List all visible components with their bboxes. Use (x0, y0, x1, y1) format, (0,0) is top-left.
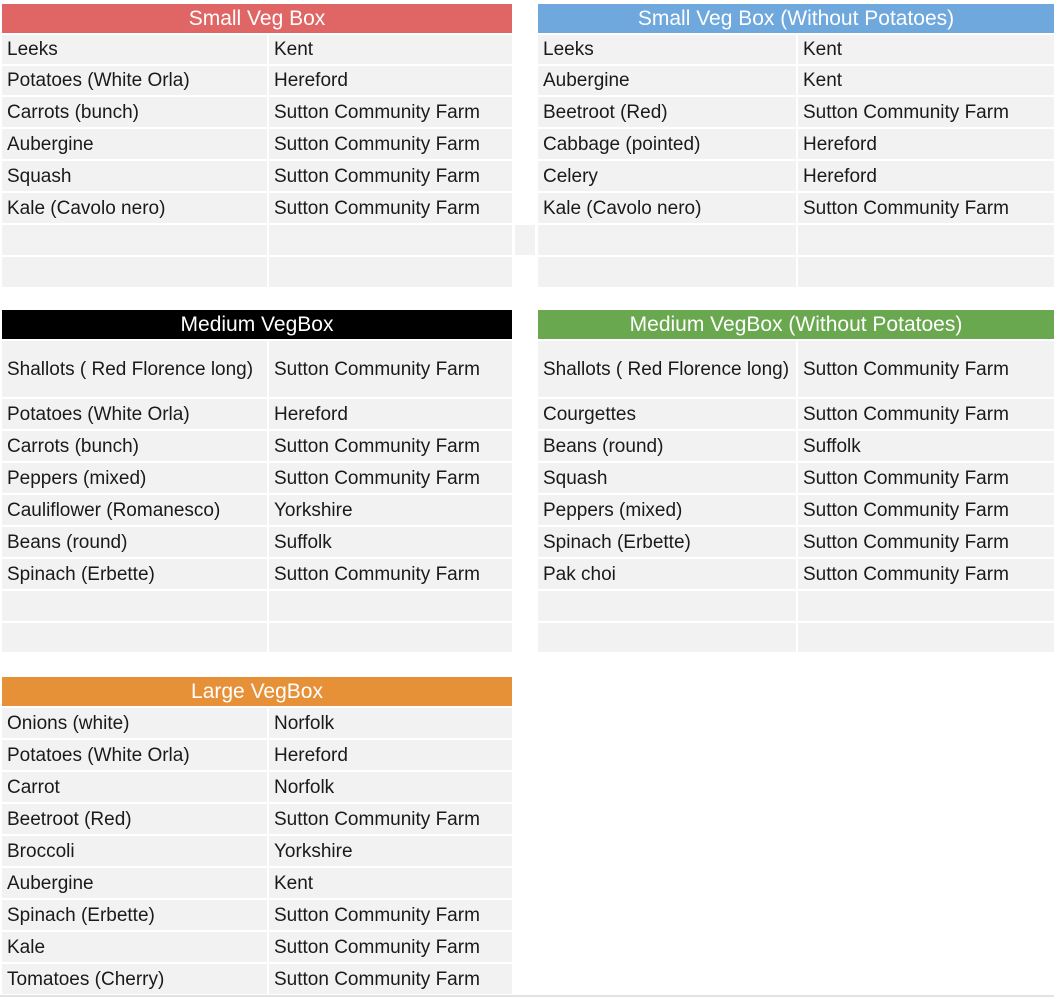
vegetable-cell: Squash (538, 463, 796, 493)
origin-cell: Hereford (269, 66, 512, 95)
vegetable-cell: Aubergine (538, 66, 796, 95)
origin-cell (798, 623, 1054, 652)
origin-cell: Hereford (269, 399, 512, 429)
vegetable-cell (538, 591, 796, 621)
table-row (2, 97, 512, 127)
origin-cell: Sutton Community Farm (269, 932, 512, 962)
vegetable-cell: Potatoes (White Orla) (2, 66, 267, 95)
vegetable-cell: Peppers (mixed) (2, 463, 267, 493)
table-row (538, 591, 1054, 621)
vegetable-cell: Onions (white) (2, 708, 267, 738)
origin-cell: Sutton Community Farm (269, 559, 512, 589)
origin-cell: Sutton Community Farm (269, 97, 512, 127)
vegetable-cell: Spinach (Erbette) (2, 559, 267, 589)
origin-cell: Sutton Community Farm (269, 193, 512, 223)
vegetable-cell: Squash (2, 161, 267, 191)
vegetable-cell: Carrots (bunch) (2, 431, 267, 461)
vegetable-cell: Kale (2, 932, 267, 962)
table-row (2, 257, 512, 287)
small-veg-box-without-potatoes-title: Small Veg Box (Without Potatoes) (538, 4, 1054, 33)
table-row (2, 527, 512, 557)
origin-cell (269, 623, 512, 652)
table-row (538, 129, 1054, 159)
table-row (2, 193, 512, 223)
table-row (538, 66, 1054, 95)
medium-vegbox-without-potatoes-title: Medium VegBox (Without Potatoes) (538, 310, 1054, 339)
vegetable-cell (2, 591, 267, 621)
spacer-cell (515, 225, 535, 255)
vegetable-cell (538, 225, 796, 255)
table-row (2, 591, 512, 621)
table-row (2, 495, 512, 525)
origin-cell: Sutton Community Farm (798, 193, 1054, 223)
vegetable-cell: Potatoes (White Orla) (2, 740, 267, 770)
vegetable-cell: Beans (round) (2, 527, 267, 557)
table-row (2, 399, 512, 429)
vegetable-cell: Leeks (538, 35, 796, 64)
vegetable-cell (538, 257, 796, 287)
vegetable-cell: Spinach (Erbette) (2, 900, 267, 930)
table-row (538, 193, 1054, 223)
table-row (538, 463, 1054, 493)
vegetable-cell (2, 623, 267, 652)
origin-cell: Sutton Community Farm (269, 129, 512, 159)
medium-vegbox-title: Medium VegBox (2, 310, 512, 339)
origin-cell (798, 591, 1054, 621)
table-row (538, 623, 1054, 652)
table-row (2, 66, 512, 95)
origin-cell: Sutton Community Farm (798, 97, 1054, 127)
origin-cell: Sutton Community Farm (798, 495, 1054, 525)
origin-cell: Norfolk (269, 708, 512, 738)
large-vegbox-title: Large VegBox (2, 677, 512, 706)
table-row (538, 257, 1054, 287)
vegetable-cell: Aubergine (2, 129, 267, 159)
small-veg-box-title: Small Veg Box (2, 4, 512, 33)
large-vegbox-table (2, 677, 512, 994)
table-row (2, 708, 512, 738)
vegetable-cell: Shallots ( Red Florence long) (538, 341, 796, 397)
vegetable-cell: Celery (538, 161, 796, 191)
table-row (538, 527, 1054, 557)
origin-cell: Sutton Community Farm (798, 341, 1054, 397)
origin-cell: Sutton Community Farm (269, 964, 512, 994)
vegetable-cell: Courgettes (538, 399, 796, 429)
table-row (538, 559, 1054, 589)
origin-cell: Sutton Community Farm (269, 900, 512, 930)
vegetable-cell: Shallots ( Red Florence long) (2, 341, 267, 397)
origin-cell: Sutton Community Farm (269, 431, 512, 461)
origin-cell: Sutton Community Farm (269, 463, 512, 493)
origin-cell: Suffolk (798, 431, 1054, 461)
table-row (2, 161, 512, 191)
origin-cell: Hereford (798, 129, 1054, 159)
table-row (538, 97, 1054, 127)
origin-cell (269, 225, 512, 255)
table-row (2, 900, 512, 930)
vegetable-cell (538, 623, 796, 652)
vegetable-cell: Broccoli (2, 836, 267, 866)
vegetable-cell: Carrots (bunch) (2, 97, 267, 127)
table-row (2, 623, 512, 652)
origin-cell: Suffolk (269, 527, 512, 557)
origin-cell: Sutton Community Farm (269, 804, 512, 834)
vegetable-cell: Aubergine (2, 868, 267, 898)
vegetable-cell: Spinach (Erbette) (538, 527, 796, 557)
origin-cell: Hereford (798, 161, 1054, 191)
table-row (2, 431, 512, 461)
vegetable-cell: Cabbage (pointed) (538, 129, 796, 159)
bottom-divider (0, 995, 1054, 997)
table-row (2, 35, 512, 64)
table-row (2, 740, 512, 770)
small-veg-box-table (2, 4, 512, 287)
table-row (2, 804, 512, 834)
origin-cell: Sutton Community Farm (269, 161, 512, 191)
table-row (538, 431, 1054, 461)
vegetable-cell: Tomatoes (Cherry) (2, 964, 267, 994)
vegetable-cell: Carrot (2, 772, 267, 802)
table-row (2, 836, 512, 866)
origin-cell (269, 257, 512, 287)
table-row (2, 341, 512, 397)
origin-cell: Norfolk (269, 772, 512, 802)
table-row (2, 129, 512, 159)
origin-cell: Sutton Community Farm (798, 399, 1054, 429)
small-veg-box-without-potatoes-table (538, 4, 1054, 287)
origin-cell: Sutton Community Farm (798, 559, 1054, 589)
vegetable-cell: Peppers (mixed) (538, 495, 796, 525)
table-row (538, 341, 1054, 397)
medium-vegbox-without-potatoes-table (538, 310, 1054, 652)
medium-vegbox-table (2, 310, 512, 652)
origin-cell: Sutton Community Farm (798, 527, 1054, 557)
origin-cell: Sutton Community Farm (269, 341, 512, 397)
table-row (2, 868, 512, 898)
table-row (2, 463, 512, 493)
table-row (2, 225, 512, 255)
origin-cell: Yorkshire (269, 836, 512, 866)
table-row (538, 225, 1054, 255)
origin-cell: Hereford (269, 740, 512, 770)
vegetable-cell (2, 257, 267, 287)
table-row (538, 495, 1054, 525)
vegetable-cell: Leeks (2, 35, 267, 64)
origin-cell (269, 591, 512, 621)
origin-cell (798, 257, 1054, 287)
table-row (2, 772, 512, 802)
vegetable-cell: Kale (Cavolo nero) (2, 193, 267, 223)
table-row (538, 35, 1054, 64)
vegetable-cell (2, 225, 267, 255)
vegetable-cell: Kale (Cavolo nero) (538, 193, 796, 223)
vegetable-cell: Potatoes (White Orla) (2, 399, 267, 429)
origin-cell: Yorkshire (269, 495, 512, 525)
table-row (538, 161, 1054, 191)
origin-cell: Kent (269, 868, 512, 898)
origin-cell: Kent (798, 35, 1054, 64)
vegetable-cell: Beans (round) (538, 431, 796, 461)
table-row (2, 559, 512, 589)
vegetable-cell: Beetroot (Red) (2, 804, 267, 834)
table-row (538, 399, 1054, 429)
origin-cell: Sutton Community Farm (798, 463, 1054, 493)
vegetable-cell: Cauliflower (Romanesco) (2, 495, 267, 525)
origin-cell: Kent (798, 66, 1054, 95)
vegetable-cell: Beetroot (Red) (538, 97, 796, 127)
origin-cell: Kent (269, 35, 512, 64)
table-row (2, 932, 512, 962)
table-row (2, 964, 512, 994)
vegetable-cell: Pak choi (538, 559, 796, 589)
origin-cell (798, 225, 1054, 255)
